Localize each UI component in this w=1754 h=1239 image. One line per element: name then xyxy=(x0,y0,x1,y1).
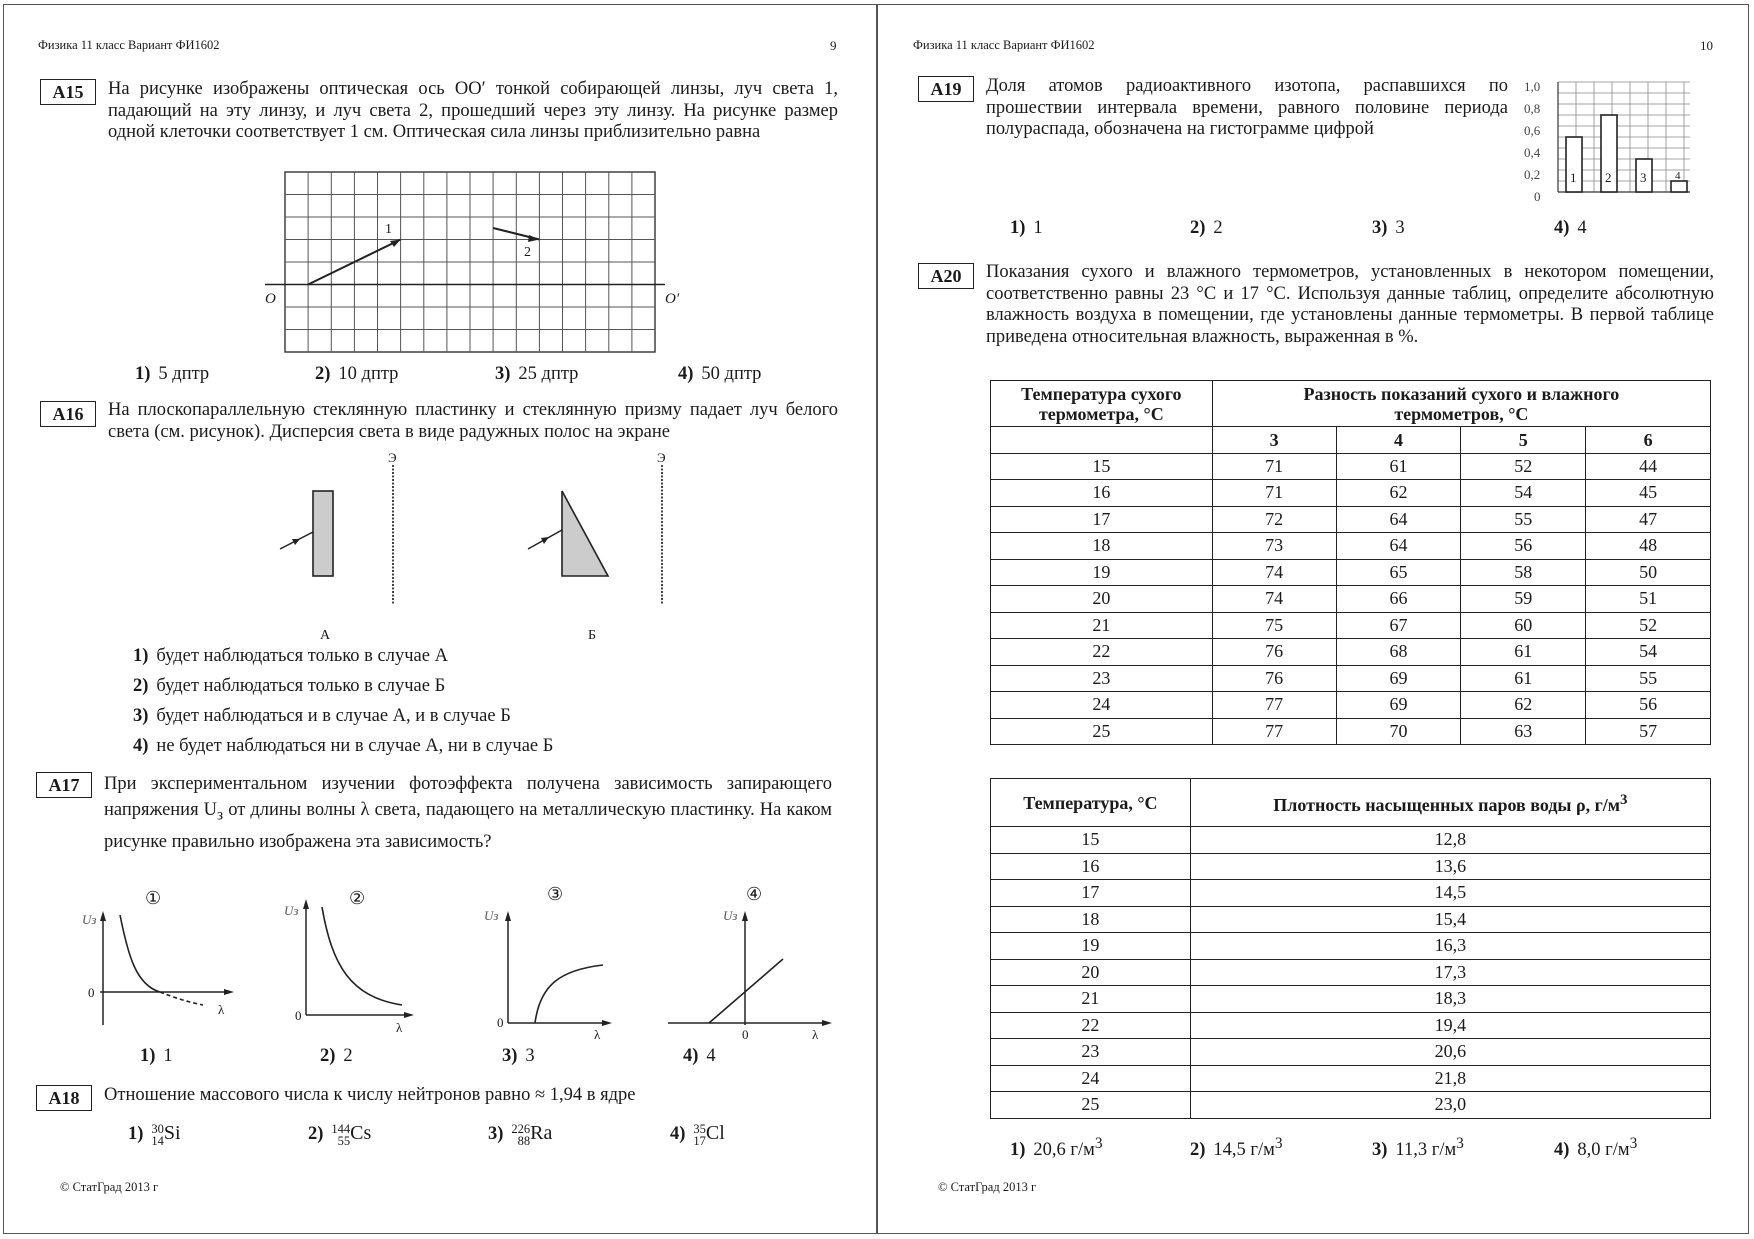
axis-label-o-prime: O′ xyxy=(665,291,680,307)
vapor-density-table xyxy=(990,778,1711,1119)
option-text: 20,6 г/м xyxy=(1033,1140,1095,1161)
table-cell: 15 xyxy=(991,453,1213,480)
option-text: не будет наблюдаться ни в случае А, ни в случае Б xyxy=(156,736,554,756)
option-number: 1) xyxy=(135,364,151,384)
y-tick: 0,4 xyxy=(1524,145,1541,160)
ray2-label: 2 xyxy=(524,245,531,260)
table-cell: 74 xyxy=(1212,559,1336,586)
page-right xyxy=(878,0,1754,1239)
case-label-b: Б xyxy=(588,628,597,643)
element-symbol: Cl xyxy=(705,1122,725,1144)
table-cell: 67 xyxy=(1336,612,1461,639)
option-number: 2) xyxy=(1190,1140,1206,1161)
table-row xyxy=(991,480,1711,507)
table-cell: 14,5 xyxy=(1190,880,1710,907)
bar-4 xyxy=(1671,181,1687,192)
nuclide-indices xyxy=(511,1123,530,1147)
option-a18-1[interactable] xyxy=(128,1122,181,1147)
superscript: 3 xyxy=(1456,1135,1464,1152)
table-row xyxy=(991,506,1711,533)
header-diff-5: 5 xyxy=(1461,427,1586,454)
table-cell: 77 xyxy=(1212,692,1336,719)
table-row xyxy=(991,827,1711,854)
element-symbol: Cs xyxy=(350,1122,372,1144)
charge-number: 55 xyxy=(337,1133,351,1148)
option-number: 1) xyxy=(140,1046,156,1066)
option-number: 1) xyxy=(1010,218,1026,238)
table-row xyxy=(991,933,1711,960)
table-cell: 20 xyxy=(991,959,1191,986)
question-text-a19: Доля атомов радиоактивного изотопа, распавшихся по прошествии интервала времени, равного половине периода полураспада, обозначена на гистограмме цифрой xyxy=(986,76,1508,139)
option-number: 4) xyxy=(1554,1140,1570,1161)
table-cell: 55 xyxy=(1461,506,1586,533)
option-text: 2 xyxy=(343,1046,353,1066)
table-cell: 23 xyxy=(991,1039,1191,1066)
option-number: 4) xyxy=(670,1124,686,1144)
table-cell: 17 xyxy=(991,506,1213,533)
option-a17-4[interactable] xyxy=(683,1046,716,1067)
graph-marker-1: ① xyxy=(145,888,162,908)
table-row xyxy=(991,453,1711,480)
y-label-3: Uз xyxy=(484,908,499,923)
graph-3 xyxy=(480,885,630,1035)
table-cell: 69 xyxy=(1336,665,1461,692)
table-row xyxy=(991,853,1711,880)
table-cell: 13,6 xyxy=(1190,853,1710,880)
option-a16-1[interactable] xyxy=(133,646,448,667)
table-cell: 75 xyxy=(1212,612,1336,639)
header-temperature: Температура, °С xyxy=(991,779,1191,827)
bar-label-2: 2 xyxy=(1605,170,1612,185)
table-row xyxy=(991,1012,1711,1039)
table-cell: 17,3 xyxy=(1190,959,1710,986)
page-left xyxy=(0,0,876,1239)
table-cell: 25 xyxy=(991,718,1213,745)
element-symbol: Si xyxy=(163,1122,181,1144)
table-row xyxy=(991,986,1711,1013)
option-text: 5 дптр xyxy=(158,364,210,384)
table-cell: 22 xyxy=(991,639,1213,666)
table-cell: 45 xyxy=(1586,480,1711,507)
table-cell: 51 xyxy=(1586,586,1711,613)
dispersion-figure xyxy=(270,445,680,620)
histogram-y-ticks xyxy=(1524,76,1541,208)
screen-label-b: Э xyxy=(657,450,666,465)
table-cell: 56 xyxy=(1586,692,1711,719)
question-label-a16: A16 xyxy=(40,401,96,427)
table-cell: 16 xyxy=(991,480,1213,507)
x-label-3: λ xyxy=(594,1027,601,1042)
option-a20-1[interactable] xyxy=(1010,1135,1103,1161)
table-cell: 72 xyxy=(1212,506,1336,533)
option-a19-1[interactable] xyxy=(1010,218,1043,239)
table-row xyxy=(991,586,1711,613)
table-cell: 25 xyxy=(991,1092,1191,1119)
table-cell: 52 xyxy=(1586,612,1711,639)
option-text: будет наблюдаться только в случае Б xyxy=(156,676,446,696)
table-cell: 63 xyxy=(1461,718,1586,745)
table-cell: 21,8 xyxy=(1190,1065,1710,1092)
footer-copyright: © СтатГрад 2013 г xyxy=(60,1180,159,1194)
bar-label-4: 4 xyxy=(1675,170,1681,182)
graph-marker-3: ③ xyxy=(547,884,564,904)
superscript: 3 xyxy=(1629,1135,1638,1152)
question-label-a20: A20 xyxy=(918,263,974,289)
table-row xyxy=(991,1092,1711,1119)
table-row xyxy=(991,1039,1711,1066)
table-row xyxy=(991,906,1711,933)
table-cell: 62 xyxy=(1336,480,1461,507)
table-row xyxy=(991,559,1711,586)
table-cell: 68 xyxy=(1336,639,1461,666)
table-cell: 57 xyxy=(1586,718,1711,745)
option-text: 11,3 г/м xyxy=(1395,1140,1457,1161)
y-tick: 0,2 xyxy=(1524,167,1541,182)
table-cell: 23,0 xyxy=(1190,1092,1710,1119)
header-difference: Разность показаний сухого и влажного термометров, °С xyxy=(1212,381,1710,427)
option-text: 3 xyxy=(1395,218,1405,238)
bar-label-1: 1 xyxy=(1570,170,1577,185)
option-text: 25 дптр xyxy=(518,364,579,384)
zero-label-4: 0 xyxy=(742,1027,749,1042)
question-text-a16: На плоскопараллельную стеклянную пластинку и стеклянную призму падает луч белого света (см. рисунок). Дисперсия света в виде радужных полос на экране xyxy=(108,400,838,442)
table-cell: 54 xyxy=(1461,480,1586,507)
nuclide-indices xyxy=(331,1123,350,1147)
option-text: 50 дптр xyxy=(701,364,762,384)
table-cell: 16,3 xyxy=(1190,933,1710,960)
table-cell: 24 xyxy=(991,1065,1191,1092)
table-cell: 71 xyxy=(1212,453,1336,480)
option-a15-4[interactable] xyxy=(678,364,761,385)
table-cell: 60 xyxy=(1461,612,1586,639)
option-a19-3[interactable] xyxy=(1372,218,1405,239)
option-text: 8,0 г/м xyxy=(1577,1140,1630,1161)
option-text: 3 xyxy=(525,1046,535,1066)
y-label-4: Uз xyxy=(723,908,738,923)
table-row xyxy=(991,880,1711,907)
table-cell: 19,4 xyxy=(1190,1012,1710,1039)
option-number: 3) xyxy=(133,706,149,726)
question-label-a19: A19 xyxy=(918,76,974,102)
option-number: 4) xyxy=(133,736,149,756)
bar-label-3: 3 xyxy=(1640,170,1647,185)
option-number: 2) xyxy=(1190,218,1206,238)
option-text: будет наблюдаться только в случае А xyxy=(156,646,448,666)
question-label-a17: A17 xyxy=(36,772,92,798)
table-cell: 44 xyxy=(1586,453,1711,480)
option-a17-1[interactable] xyxy=(140,1046,173,1067)
y-tick: 0 xyxy=(1534,189,1541,204)
case-label-a: А xyxy=(320,628,331,643)
option-a15-3[interactable] xyxy=(495,364,578,385)
option-number: 1) xyxy=(1010,1140,1026,1161)
option-number: 4) xyxy=(678,364,694,384)
table-cell: 54 xyxy=(1586,639,1711,666)
footer-copyright: © СтатГрад 2013 г xyxy=(938,1180,1037,1194)
table-cell: 77 xyxy=(1212,718,1336,745)
table-cell: 71 xyxy=(1212,480,1336,507)
lens-grid-figure xyxy=(265,172,665,362)
question-text-a17 xyxy=(104,771,832,855)
superscript: 3 xyxy=(1620,792,1628,808)
table-cell: 69 xyxy=(1336,692,1461,719)
table-cell: 55 xyxy=(1586,665,1711,692)
option-text: 1 xyxy=(1033,218,1043,238)
subscript: з xyxy=(217,806,224,824)
question-text-a18: Отношение массового числа к числу нейтронов равно ≈ 1,94 в ядре xyxy=(104,1085,636,1105)
option-text: будет наблюдаться и в случае А, и в случае Б xyxy=(156,706,511,726)
question-label-a18: A18 xyxy=(36,1085,92,1111)
header-density xyxy=(1190,779,1710,827)
table-row xyxy=(991,692,1711,719)
y-label-1: Uз xyxy=(82,912,97,927)
option-text: 14,5 г/м xyxy=(1213,1140,1275,1161)
text-part: от длины волны λ света, падающего на металлическую пластинку. На каком рисунке правильно изображена эта зависимость? xyxy=(104,800,832,852)
table-cell: 19 xyxy=(991,559,1213,586)
table-cell: 76 xyxy=(1212,639,1336,666)
superscript: 3 xyxy=(1094,1135,1103,1152)
header-diff-6: 6 xyxy=(1586,427,1711,454)
table-cell: 23 xyxy=(991,665,1213,692)
humidity-table-body xyxy=(991,453,1711,745)
element-symbol: Ra xyxy=(530,1122,553,1144)
option-a19-2[interactable] xyxy=(1190,218,1223,239)
table-cell: 17 xyxy=(991,880,1191,907)
option-number: 1) xyxy=(133,646,149,666)
option-a16-3[interactable] xyxy=(133,706,511,727)
charge-number: 17 xyxy=(693,1133,706,1148)
table-cell: 12,8 xyxy=(1190,827,1710,854)
table-cell: 20 xyxy=(991,586,1213,613)
header-diff-4: 4 xyxy=(1336,427,1461,454)
option-a20-4[interactable] xyxy=(1554,1135,1637,1161)
running-head: Физика 11 класс Вариант ФИ1602 xyxy=(913,38,1095,52)
table-cell: 20,6 xyxy=(1190,1039,1710,1066)
option-text: 4 xyxy=(706,1046,716,1066)
graph-marker-4: ④ xyxy=(746,884,763,904)
mass-number: 226 xyxy=(511,1121,531,1136)
page-number: 9 xyxy=(830,38,837,53)
zero-label-2: 0 xyxy=(295,1008,302,1023)
vapor-density-table-body xyxy=(991,827,1711,1119)
table-cell: 62 xyxy=(1461,692,1586,719)
question-text-a15: На рисунке изображены оптическая ось OO′ тонкой собирающей линзы, луч света 1, падающий на эту линзу, и луч света 2, прошедший через эту линзу. На рисунке размер одной клеточки соответствует 1 см. Оптическая сила линзы приблизительно равна xyxy=(108,79,838,142)
table-cell: 22 xyxy=(991,1012,1191,1039)
table-cell: 58 xyxy=(1461,559,1586,586)
axis-label-o: O xyxy=(265,291,276,307)
option-a17-2[interactable] xyxy=(320,1046,353,1067)
option-number: 4) xyxy=(683,1046,699,1066)
ray1-label: 1 xyxy=(385,222,392,237)
humidity-table xyxy=(990,380,1711,745)
x-label-4: λ xyxy=(812,1027,819,1042)
header-text: Плотность насыщенных паров воды ρ, г/м xyxy=(1273,795,1621,815)
table-cell: 76 xyxy=(1212,665,1336,692)
table-cell: 61 xyxy=(1461,639,1586,666)
header-dry-temp: Температура сухого термометра, °С xyxy=(991,381,1213,427)
table-cell: 50 xyxy=(1586,559,1711,586)
charge-number: 14 xyxy=(151,1133,164,1148)
header-diff-3: 3 xyxy=(1212,427,1336,454)
option-text: 1 xyxy=(163,1046,173,1066)
graph-4 xyxy=(663,885,843,1035)
table-cell: 64 xyxy=(1336,533,1461,560)
option-number: 3) xyxy=(1372,1140,1388,1161)
table-cell: 73 xyxy=(1212,533,1336,560)
option-a19-4[interactable] xyxy=(1554,218,1587,239)
y-tick: 0,8 xyxy=(1524,101,1541,116)
table-cell: 19 xyxy=(991,933,1191,960)
graph-marker-2: ② xyxy=(349,888,366,908)
option-a17-3[interactable] xyxy=(502,1046,535,1067)
option-text: 2 xyxy=(1213,218,1223,238)
page-number: 10 xyxy=(1700,38,1713,53)
table-row xyxy=(991,639,1711,666)
option-a20-2[interactable] xyxy=(1190,1135,1283,1161)
table-cell: 66 xyxy=(1336,586,1461,613)
option-number: 4) xyxy=(1554,218,1570,238)
table-cell: 74 xyxy=(1212,586,1336,613)
text-part: При экспериментальном изучении фотоэффекта получена зависимость запирающего напряжения U xyxy=(104,774,832,820)
option-a16-4[interactable] xyxy=(133,736,553,757)
table-cell: 16 xyxy=(991,853,1191,880)
option-number: 3) xyxy=(502,1046,518,1066)
table-cell: 59 xyxy=(1461,586,1586,613)
running-head: Физика 11 класс Вариант ФИ1602 xyxy=(38,38,220,52)
table-row xyxy=(991,959,1711,986)
option-a20-3[interactable] xyxy=(1372,1135,1464,1161)
table-cell: 21 xyxy=(991,612,1213,639)
mass-number: 144 xyxy=(331,1121,351,1136)
table-cell: 18 xyxy=(991,906,1191,933)
option-number: 2) xyxy=(320,1046,336,1066)
zero-label-3: 0 xyxy=(497,1015,504,1030)
table-row xyxy=(991,533,1711,560)
option-number: 2) xyxy=(315,364,331,384)
table-cell: 52 xyxy=(1461,453,1586,480)
table-cell: 15,4 xyxy=(1190,906,1710,933)
table-cell: 56 xyxy=(1461,533,1586,560)
option-number: 2) xyxy=(133,676,149,696)
screen-label-a: Э xyxy=(388,450,397,465)
option-number: 1) xyxy=(128,1124,144,1144)
table-cell: 64 xyxy=(1336,506,1461,533)
table-cell: 65 xyxy=(1336,559,1461,586)
nuclide-indices xyxy=(151,1123,164,1147)
header-empty xyxy=(991,427,1213,454)
option-number: 3) xyxy=(1372,218,1388,238)
table-cell: 70 xyxy=(1336,718,1461,745)
option-number: 3) xyxy=(495,364,511,384)
option-a15-1[interactable] xyxy=(135,364,209,385)
table-row xyxy=(991,665,1711,692)
y-tick: 1,0 xyxy=(1524,79,1541,94)
question-text-a20: Показания сухого и влажного термометров, установленных в некотором помещении, соответственно равны 23 °С и 17 °С. Используя данные таблиц, определите абсолютную влажность воздуха в помещении, где установлены данные термометры. В первой таблице приведена относительная влажность, выраженная в %. xyxy=(986,262,1714,347)
nuclide-indices xyxy=(693,1123,706,1147)
table-cell: 48 xyxy=(1586,533,1711,560)
option-a16-2[interactable] xyxy=(133,676,445,697)
y-label-2: Uз xyxy=(284,903,299,918)
option-a18-4[interactable] xyxy=(670,1122,725,1147)
table-cell: 18,3 xyxy=(1190,986,1710,1013)
zero-label-1: 0 xyxy=(88,985,95,1000)
decay-histogram xyxy=(1530,80,1700,205)
option-text: 10 дптр xyxy=(338,364,399,384)
x-label-1: λ xyxy=(218,1002,225,1017)
charge-number: 88 xyxy=(517,1133,531,1148)
option-number: 2) xyxy=(308,1124,324,1144)
option-a15-2[interactable] xyxy=(315,364,398,385)
question-label-a15: A15 xyxy=(40,79,96,105)
table-cell: 15 xyxy=(991,827,1191,854)
x-label-2: λ xyxy=(396,1020,403,1035)
table-cell: 61 xyxy=(1461,665,1586,692)
y-tick: 0,6 xyxy=(1524,123,1541,138)
option-number: 3) xyxy=(488,1124,504,1144)
option-text: 4 xyxy=(1577,218,1587,238)
option-a18-3[interactable] xyxy=(488,1122,552,1147)
table-cell: 18 xyxy=(991,533,1213,560)
table-row xyxy=(991,1065,1711,1092)
superscript: 3 xyxy=(1274,1135,1283,1152)
mass-number: 30 xyxy=(151,1121,164,1136)
table-row xyxy=(991,718,1711,745)
table-cell: 21 xyxy=(991,986,1191,1013)
table-cell: 61 xyxy=(1336,453,1461,480)
table-cell: 24 xyxy=(991,692,1213,719)
option-a18-2[interactable] xyxy=(308,1122,371,1147)
table-row xyxy=(991,612,1711,639)
table-cell: 47 xyxy=(1586,506,1711,533)
mass-number: 35 xyxy=(693,1121,706,1136)
